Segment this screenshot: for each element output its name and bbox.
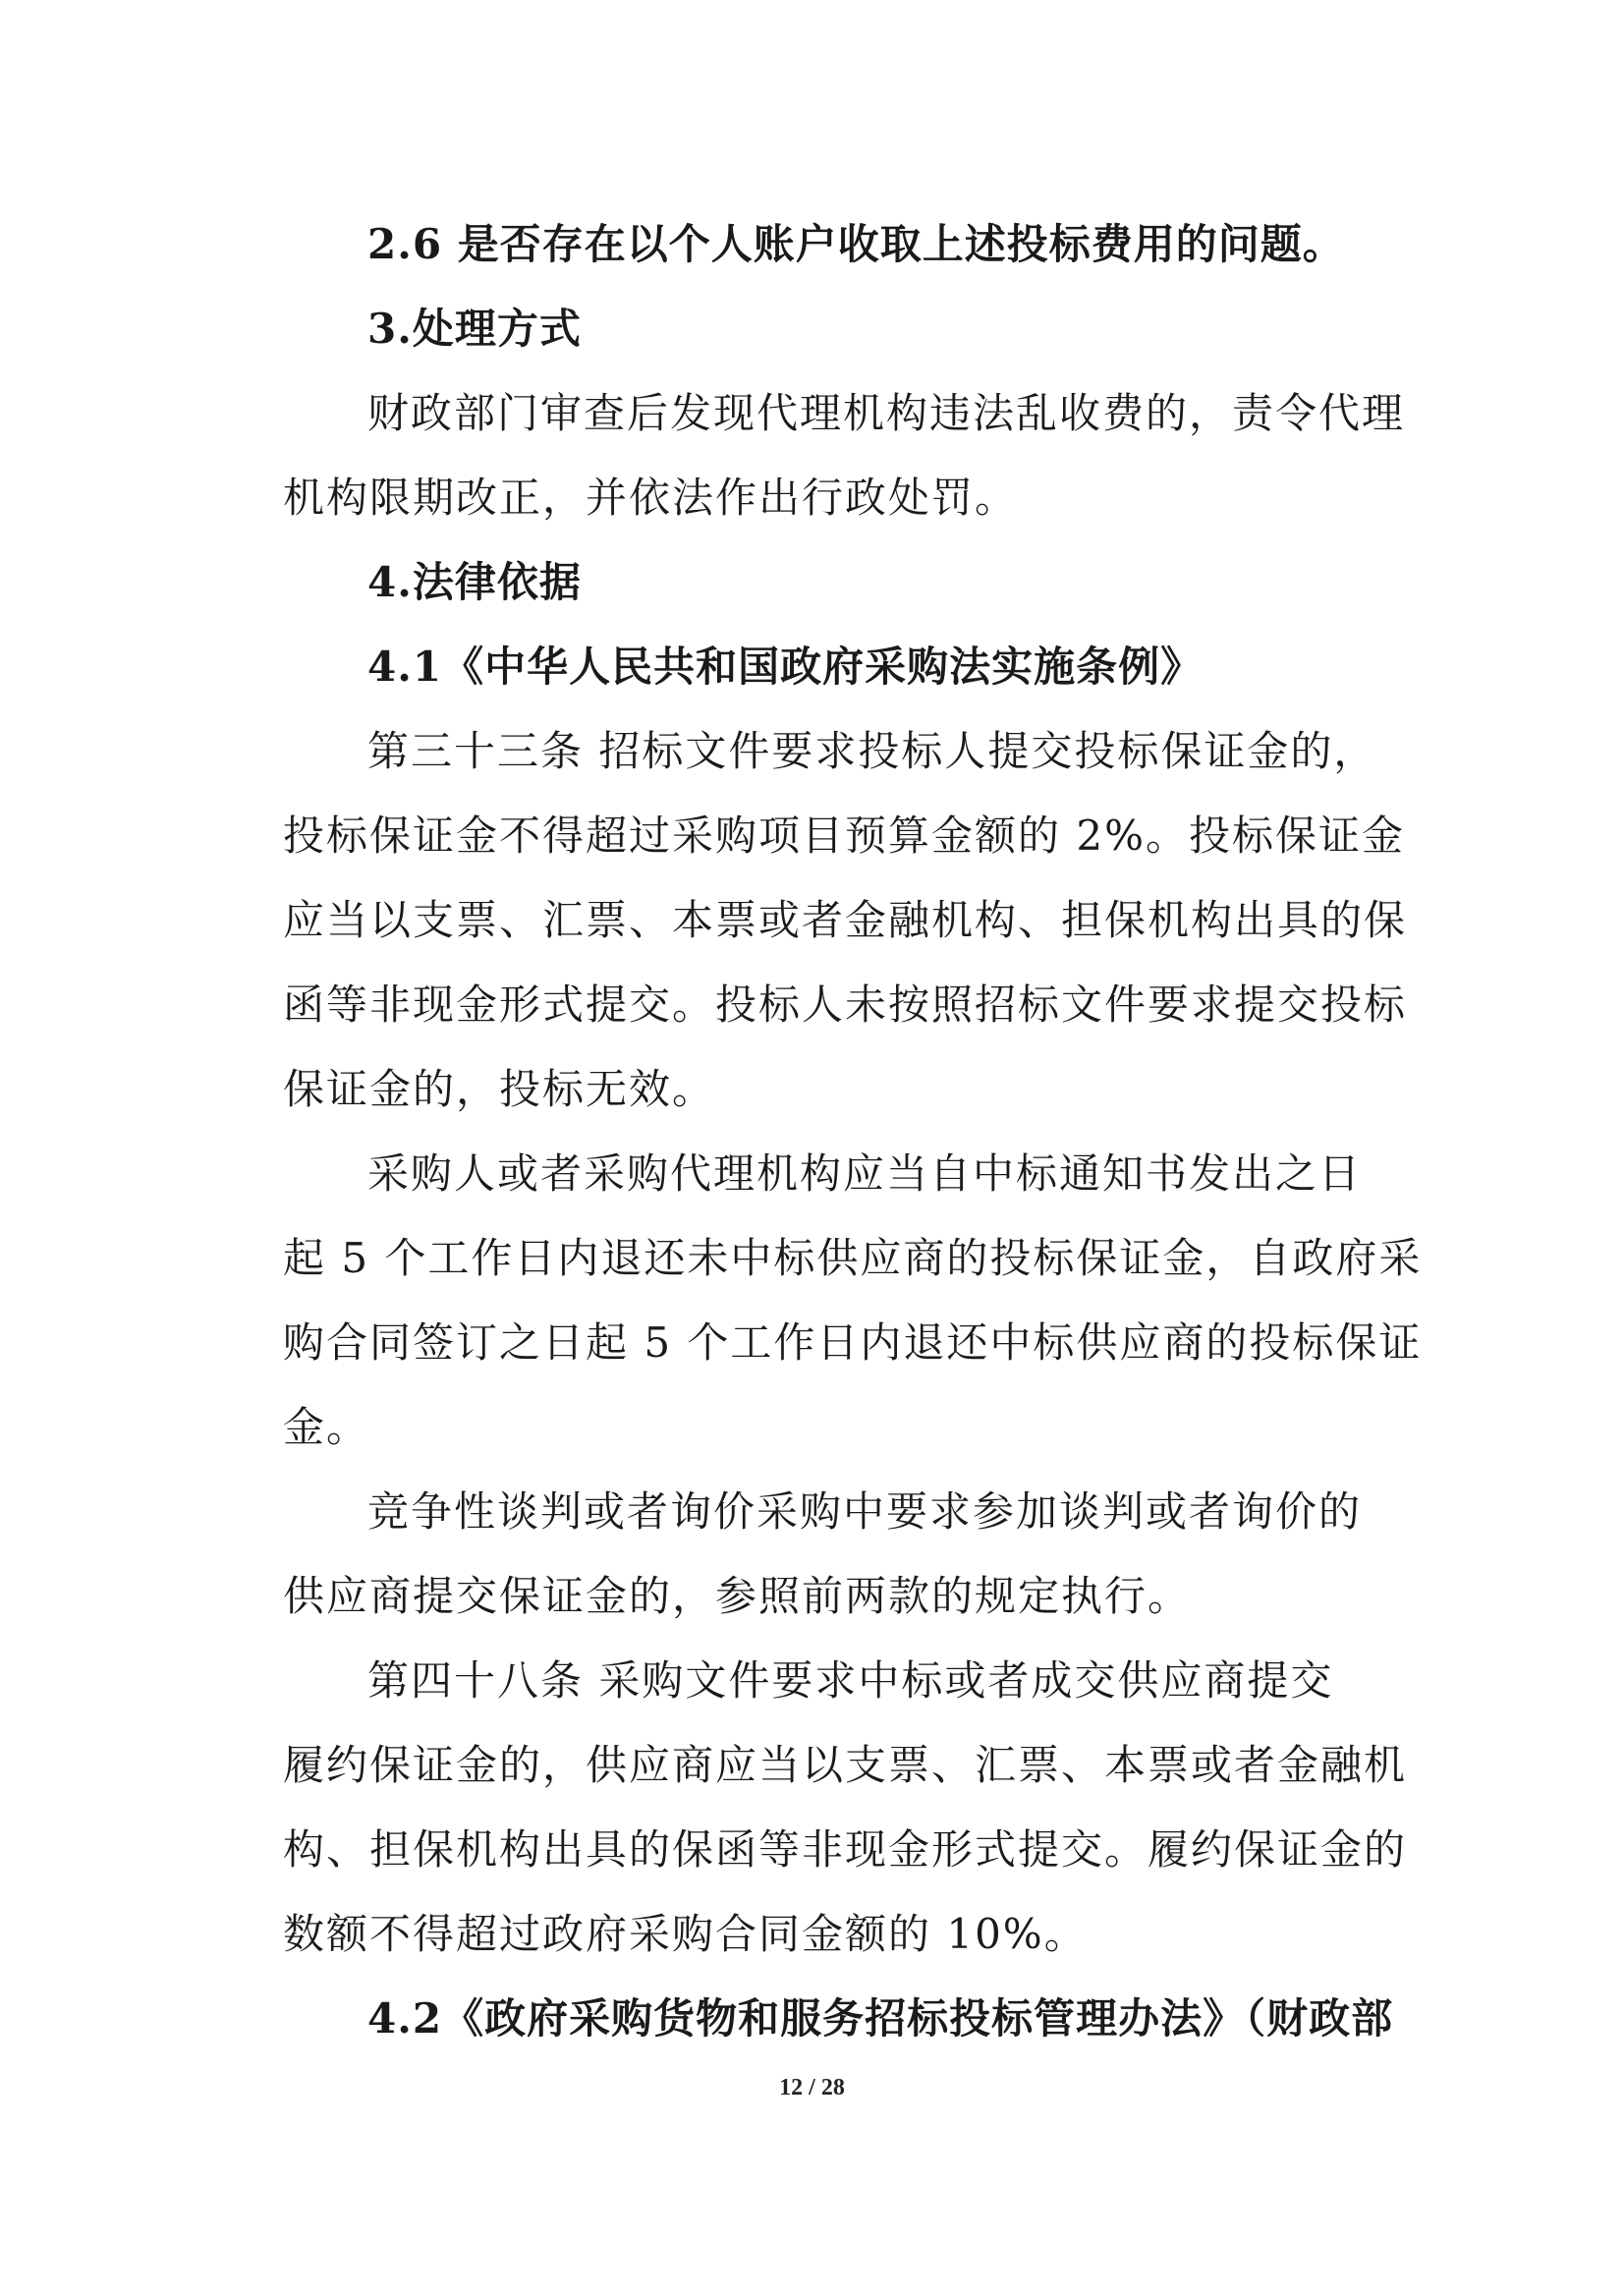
text-line: 函等非现金形式提交。投标人未按照招标文件要求提交投标 <box>283 980 1408 1029</box>
text-line: 构、担保机构出具的保函等非现金形式提交。履约保证金的 <box>283 1825 1408 1874</box>
page-number: 12 / 28 <box>779 2075 845 2100</box>
text-line: 投标保证金不得超过采购项目预算金额的 2%。投标保证金 <box>283 812 1405 860</box>
text-line: 第四十八条 采购文件要求中标或者成交供应商提交 <box>367 1656 1334 1705</box>
paragraph-competitive-negotiation <box>283 1470 1375 1639</box>
text-line: 数额不得超过政府采购合同金额的 10%。 <box>283 1910 1088 1958</box>
text-line: 应当以支票、汇票、本票或者金融机构、担保机构出具的保 <box>283 896 1408 944</box>
paragraph-article-33 <box>283 709 1408 1132</box>
heading-3-handling: 3.处理方式 <box>367 305 582 353</box>
text-line: 保证金的，投标无效。 <box>283 1065 716 1113</box>
paragraph-article-48 <box>283 1639 1408 1977</box>
text-line: 履约保证金的，供应商应当以支票、汇票、本票或者金融机 <box>283 1741 1408 1789</box>
heading-4-legal-basis: 4.法律依据 <box>367 558 582 606</box>
text-line: 机构限期改正，并依法作出行政处罚。 <box>283 474 1019 522</box>
text-line: 金。 <box>283 1403 370 1451</box>
heading-2-6: 2.6 是否存在以个人账户收取上述投标费用的问题。 <box>367 220 1345 268</box>
text-line: 供应商提交保证金的，参照前两款的规定执行。 <box>283 1572 1192 1620</box>
heading-4-1-regulation: 4.1《中华人民共和国政府采购法实施条例》 <box>367 643 1204 691</box>
heading-4-2-measures: 4.2《政府采购货物和服务招标投标管理办法》（财政部 <box>367 1994 1394 2043</box>
text-line: 财政部门审查后发现代理机构违法乱收费的，责令代理 <box>367 389 1406 437</box>
text-line: 第三十三条 招标文件要求投标人提交投标保证金的， <box>367 727 1377 775</box>
text-line: 采购人或者采购代理机构应当自中标通知书发出之日 <box>367 1149 1363 1198</box>
paragraph-deposit-refund <box>283 1132 1423 1470</box>
text-line: 起 5 个工作日内退还未中标供应商的投标保证金，自政府采 <box>283 1234 1423 1282</box>
paragraph-handling <box>283 371 1406 540</box>
text-line: 购合同签订之日起 5 个工作日内退还中标供应商的投标保证 <box>283 1318 1423 1367</box>
text-line: 竞争性谈判或者询价采购中要求参加谈判或者询价的 <box>367 1487 1363 1536</box>
